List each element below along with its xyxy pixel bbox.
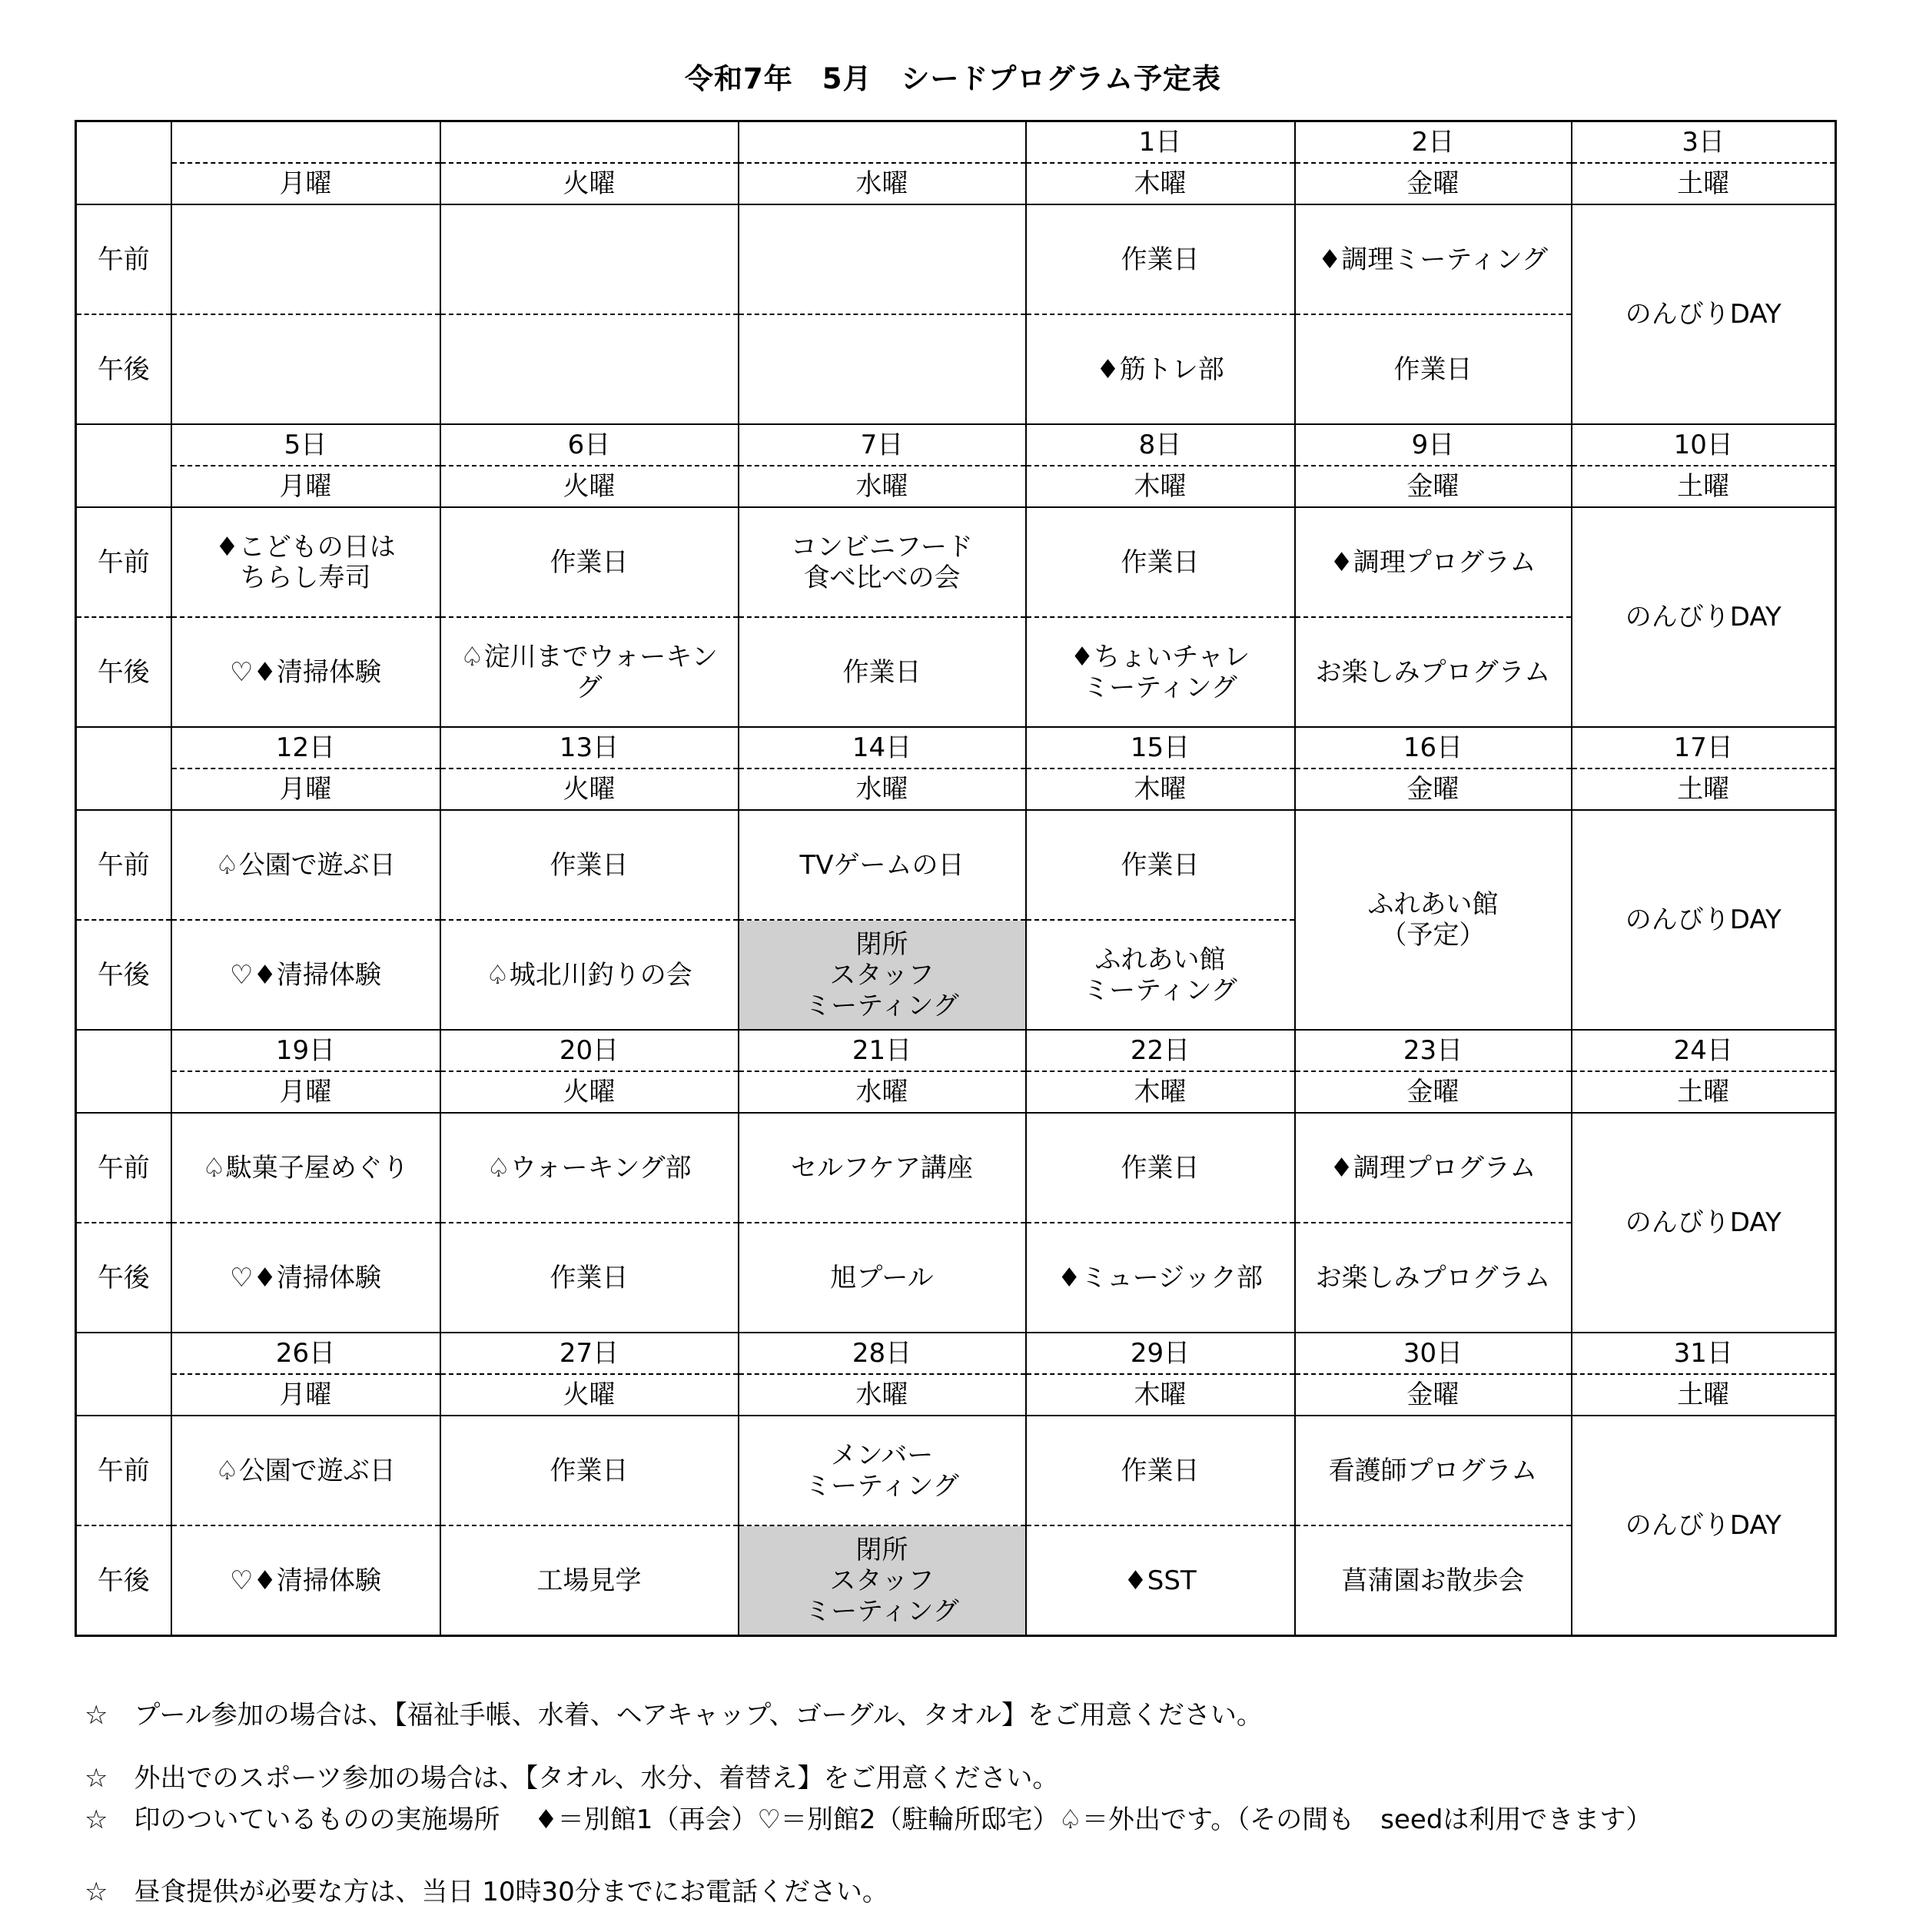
date-cell [440,121,739,164]
afternoon-label: 午後 [76,1223,171,1333]
weekday-cell: 水曜 [739,163,1026,204]
morning-program: ♦調理プログラム [1295,507,1572,617]
weekday-cell: 月曜 [171,163,440,204]
afternoon-program: ♤城北川釣りの会 [440,920,739,1030]
morning-program: 看護師プログラム [1295,1416,1572,1525]
date-cell: 30日 [1295,1333,1572,1374]
date-cell: 10日 [1572,424,1836,466]
weekday-row [76,466,1836,507]
afternoon-program [171,314,440,424]
afternoon-label: 午後 [76,617,171,727]
saturday-program: のんびりDAY [1572,204,1836,424]
afternoon-label: 午後 [76,314,171,424]
morning-program: ♦調理プログラム [1295,1113,1572,1223]
date-cell: 22日 [1026,1030,1295,1071]
date-cell: 21日 [739,1030,1026,1071]
afternoon-program: 閉所 スタッフ ミーティング [739,920,1026,1030]
date-cell: 9日 [1295,424,1572,466]
morning-label: 午前 [76,810,171,920]
date-row [76,424,1836,466]
afternoon-program [739,314,1026,424]
afternoon-program: ふれあい館 ミーティング [1026,920,1295,1030]
morning-program: TVゲームの日 [739,810,1026,920]
afternoon-program: 閉所 スタッフ ミーティング [739,1525,1026,1636]
morning-program: コンビニフード 食べ比べの会 [739,507,1026,617]
afternoon-program: 菖蒲園お散歩会 [1295,1525,1572,1636]
morning-program: セルフケア講座 [739,1113,1026,1223]
afternoon-program: お楽しみプログラム [1295,1223,1572,1333]
weekday-cell: 金曜 [1295,768,1572,810]
date-cell: 3日 [1572,121,1836,164]
date-row [76,121,1836,164]
saturday-program: のんびりDAY [1572,507,1836,727]
morning-program: 作業日 [440,1416,739,1525]
weekday-cell: 木曜 [1026,163,1295,204]
weekday-cell: 火曜 [440,768,739,810]
afternoon-program: 作業日 [739,617,1026,727]
saturday-program: のんびりDAY [1572,1416,1836,1636]
afternoon-program: ♡♦清掃体験 [171,617,440,727]
date-cell: 14日 [739,727,1026,768]
date-row [76,1333,1836,1374]
note-sports: ☆ 外出でのスポーツ参加の場合は、【タオル、水分、着替え】をご用意ください。 [85,1763,1059,1794]
morning-label: 午前 [76,1113,171,1223]
morning-row [76,204,1836,314]
weekday-cell: 金曜 [1295,466,1572,507]
date-cell: 20日 [440,1030,739,1071]
row-label-blank [76,424,171,507]
weekday-cell: 火曜 [440,163,739,204]
weekday-cell: 火曜 [440,466,739,507]
morning-program: 作業日 [1026,507,1295,617]
row-label-blank [76,1030,171,1113]
saturday-program: のんびりDAY [1572,1113,1836,1333]
weekday-row [76,1374,1836,1416]
date-cell [739,121,1026,164]
date-cell: 2日 [1295,121,1572,164]
date-cell: 13日 [440,727,739,768]
weekday-cell: 金曜 [1295,1071,1572,1113]
afternoon-program: 作業日 [1295,314,1572,424]
date-cell: 15日 [1026,727,1295,768]
morning-program: メンバー ミーティング [739,1416,1026,1525]
morning-row [76,507,1836,617]
afternoon-program: ♦筋トレ部 [1026,314,1295,424]
page-title: 令和7年 5月 シードプログラム予定表 [684,62,1221,95]
row-label-blank [76,1333,171,1416]
afternoon-program: お楽しみプログラム [1295,617,1572,727]
afternoon-program: ♦SST [1026,1525,1295,1636]
row-label-blank [76,121,171,205]
afternoon-program: 旭プール [739,1223,1026,1333]
afternoon-program: 作業日 [440,1223,739,1333]
weekday-cell: 木曜 [1026,1071,1295,1113]
afternoon-label: 午後 [76,1525,171,1636]
weekday-cell: 土曜 [1572,768,1836,810]
morning-program: ♦こどもの日は ちらし寿司 [171,507,440,617]
morning-program [739,204,1026,314]
weekday-cell: 土曜 [1572,1374,1836,1416]
afternoon-program: ♤淀川までウォーキン グ [440,617,739,727]
date-cell: 5日 [171,424,440,466]
friday-program-merged: ふれあい館 （予定） [1295,810,1572,1030]
weekday-cell: 木曜 [1026,768,1295,810]
morning-program: 作業日 [440,810,739,920]
morning-program: 作業日 [1026,1416,1295,1525]
date-cell: 6日 [440,424,739,466]
date-cell: 19日 [171,1030,440,1071]
note-pool: ☆ プール参加の場合は、【福祉手帳、水着、ヘアキャップ、ゴーグル、タオル】をご用意ください。 [85,1700,1263,1731]
date-cell: 27日 [440,1333,739,1374]
date-cell: 24日 [1572,1030,1836,1071]
saturday-program: のんびりDAY [1572,810,1836,1030]
weekday-cell: 月曜 [171,1071,440,1113]
morning-program: 作業日 [440,507,739,617]
morning-program: ♤公園で遊ぶ日 [171,810,440,920]
afternoon-program: 工場見学 [440,1525,739,1636]
weekday-cell: 金曜 [1295,163,1572,204]
weekday-row [76,1071,1836,1113]
weekday-cell: 土曜 [1572,466,1836,507]
weekday-row [76,163,1836,204]
date-row [76,727,1836,768]
date-cell: 31日 [1572,1333,1836,1374]
weekday-cell: 水曜 [739,466,1026,507]
morning-program: 作業日 [1026,204,1295,314]
schedule-table [75,120,1837,1637]
date-cell: 26日 [171,1333,440,1374]
weekday-cell: 土曜 [1572,163,1836,204]
afternoon-program: ♡♦清掃体験 [171,1525,440,1636]
date-cell: 28日 [739,1333,1026,1374]
row-label-blank [76,727,171,810]
morning-label: 午前 [76,1416,171,1525]
weekday-cell: 月曜 [171,466,440,507]
afternoon-program: ♡♦清掃体験 [171,1223,440,1333]
afternoon-program [440,314,739,424]
morning-program: 作業日 [1026,1113,1295,1223]
date-row [76,1030,1836,1071]
morning-program: ♤公園で遊ぶ日 [171,1416,440,1525]
weekday-cell: 木曜 [1026,466,1295,507]
morning-label: 午前 [76,507,171,617]
date-cell: 23日 [1295,1030,1572,1071]
morning-program: ♦調理ミーティング [1295,204,1572,314]
date-cell: 8日 [1026,424,1295,466]
weekday-cell: 火曜 [440,1071,739,1113]
afternoon-program: ♡♦清掃体験 [171,920,440,1030]
weekday-row [76,768,1836,810]
afternoon-label: 午後 [76,920,171,1030]
afternoon-program: ♦ミュージック部 [1026,1223,1295,1333]
date-cell: 1日 [1026,121,1295,164]
weekday-cell: 水曜 [739,1374,1026,1416]
morning-row [76,810,1836,920]
morning-program [171,204,440,314]
weekday-cell: 水曜 [739,1071,1026,1113]
date-cell: 12日 [171,727,440,768]
date-cell: 7日 [739,424,1026,466]
date-cell: 29日 [1026,1333,1295,1374]
morning-program: ♤ウォーキング部 [440,1113,739,1223]
note-locations: ☆ 印のついているものの実施場所 ♦＝別館1（再会）♡＝別館2（駐輪所邸宅）♤＝外出です。（その間も seedは利用できます） [85,1804,1652,1835]
weekday-cell: 金曜 [1295,1374,1572,1416]
date-cell: 16日 [1295,727,1572,768]
weekday-cell: 土曜 [1572,1071,1836,1113]
morning-row [76,1113,1836,1223]
date-cell [171,121,440,164]
weekday-cell: 水曜 [739,768,1026,810]
morning-program: ♤駄菓子屋めぐり [171,1113,440,1223]
date-cell: 17日 [1572,727,1836,768]
note-lunch: ☆ 昼食提供が必要な方は、当日 10時30分までにお電話ください。 [85,1877,888,1907]
morning-label: 午前 [76,204,171,314]
weekday-cell: 木曜 [1026,1374,1295,1416]
morning-program [440,204,739,314]
morning-row [76,1416,1836,1525]
weekday-cell: 月曜 [171,1374,440,1416]
weekday-cell: 月曜 [171,768,440,810]
afternoon-program: ♦ちょいチャレ ミーティング [1026,617,1295,727]
weekday-cell: 火曜 [440,1374,739,1416]
morning-program: 作業日 [1026,810,1295,920]
